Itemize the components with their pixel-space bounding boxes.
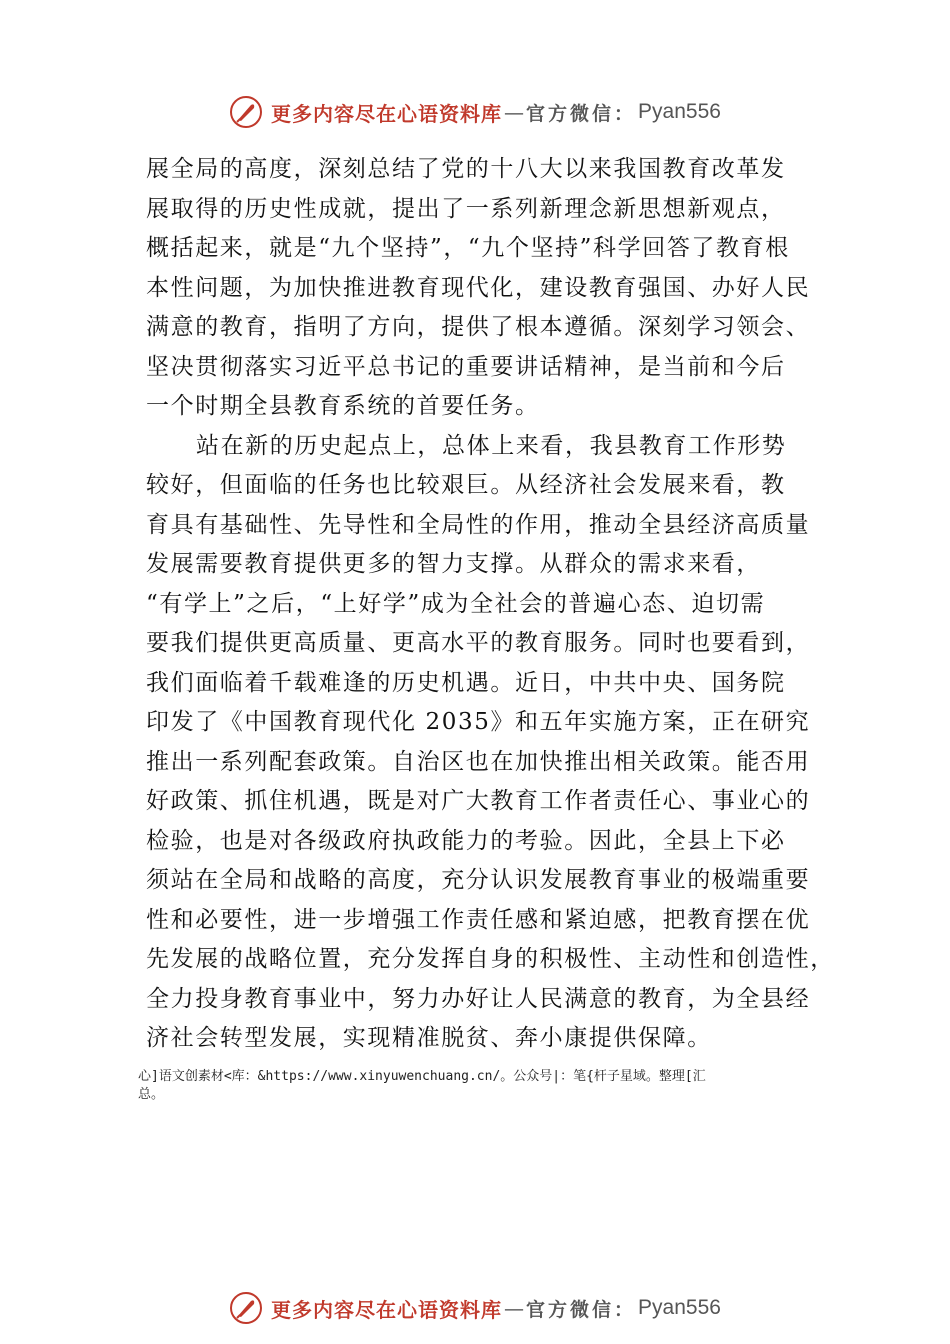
paragraph-line: 要我们提供更高质量、更高水平的教育服务。同时也要看到， <box>146 630 811 656</box>
paragraph-line: 全力投身教育事业中，努力办好让人民满意的教育，为全县经 <box>146 985 811 1012</box>
paragraph-line: 一个时期全县教育系统的首要任务。 <box>146 393 540 419</box>
paragraph-line: 印发了《中国教育现代化 2035》和五年实施方案，正在研究 <box>146 709 811 735</box>
paragraph-line: 性和必要性，进一步增强工作责任感和紧迫感，把教育摆在优 <box>146 906 811 933</box>
header-banner <box>0 92 950 132</box>
document-body <box>146 150 836 1059</box>
footnote-line: 心]语文创素材<库：&https://www.xinyuwenchuang.cn/。公众号|：笔{杆子星域。整理[汇 <box>138 1069 706 1084</box>
source-footnote <box>138 1068 838 1104</box>
banner-wechat-label: 官方微信： <box>526 1298 637 1321</box>
paragraph-line: 先发展的战略位置，充分发挥自身的积极性、主动性和创造性， <box>146 946 835 972</box>
footnote-line: 总。 <box>138 1087 165 1102</box>
banner-dash: — <box>504 100 525 124</box>
paragraph-line: 须站在全局和战略的高度，充分认识发展教育事业的极端重要 <box>146 867 811 893</box>
paragraph-line: 站在新的历史起点上，总体上来看，我县教育工作形势 <box>196 432 787 459</box>
paragraph-line: 展全局的高度，深刻总结了党的十八大以来我国教育改革发 <box>146 156 786 182</box>
paragraph-line: 满意的教育，指明了方向，提供了根本遵循。深刻学习领会、 <box>146 314 811 340</box>
paragraph-line: 发展需要教育提供更多的智力支撑。从群众的需求来看， <box>146 551 761 577</box>
paragraph-line: 概括起来，就是“九个坚持”，“九个坚持”科学回答了教育根 <box>146 235 790 261</box>
paragraph-line: 济社会转型发展，实现精准脱贫、奔小康提供保障。 <box>146 1025 712 1051</box>
paragraph-line: 展取得的历史性成就，提出了一系列新理念新思想新观点， <box>146 195 786 222</box>
banner-brand: 更多内容尽在心语资料库 <box>271 101 503 126</box>
quill-pen-icon <box>229 1291 263 1325</box>
paragraph-line: 推出一系列配套政策。自治区也在加快推出相关政策。能否用 <box>146 748 811 775</box>
paragraph-line: 育具有基础性、先导性和全局性的作用，推动全县经济高质量 <box>146 511 811 538</box>
banner-brand: 更多内容尽在心语资料库 <box>271 1297 503 1322</box>
quill-pen-icon <box>229 95 263 129</box>
footer-banner <box>0 1288 950 1328</box>
paragraph-line: 我们面临着千载难逢的历史机遇。近日，中共中央、国务院 <box>146 669 786 696</box>
banner-account: Pyan556 <box>638 1296 721 1319</box>
paragraph-line: 好政策、抓住机遇，既是对广大教育工作者责任心、事业心的 <box>146 788 811 814</box>
paragraph-line: 检验，也是对各级政府执政能力的考验。因此，全县上下必 <box>146 827 786 854</box>
paragraph-line: “有学上”之后，“上好学”成为全社会的普遍心态、迫切需 <box>146 590 766 617</box>
paragraph-line: 本性问题，为加快推进教育现代化，建设教育强国、办好人民 <box>146 274 811 301</box>
banner-wechat-label: 官方微信： <box>526 102 637 125</box>
banner-dash: — <box>504 1296 525 1320</box>
banner-account: Pyan556 <box>638 100 721 123</box>
paragraph-line: 较好，但面临的任务也比较艰巨。从经济社会发展来看，教 <box>146 472 786 498</box>
paragraph-line: 坚决贯彻落实习近平总书记的重要讲话精神，是当前和今后 <box>146 353 786 380</box>
